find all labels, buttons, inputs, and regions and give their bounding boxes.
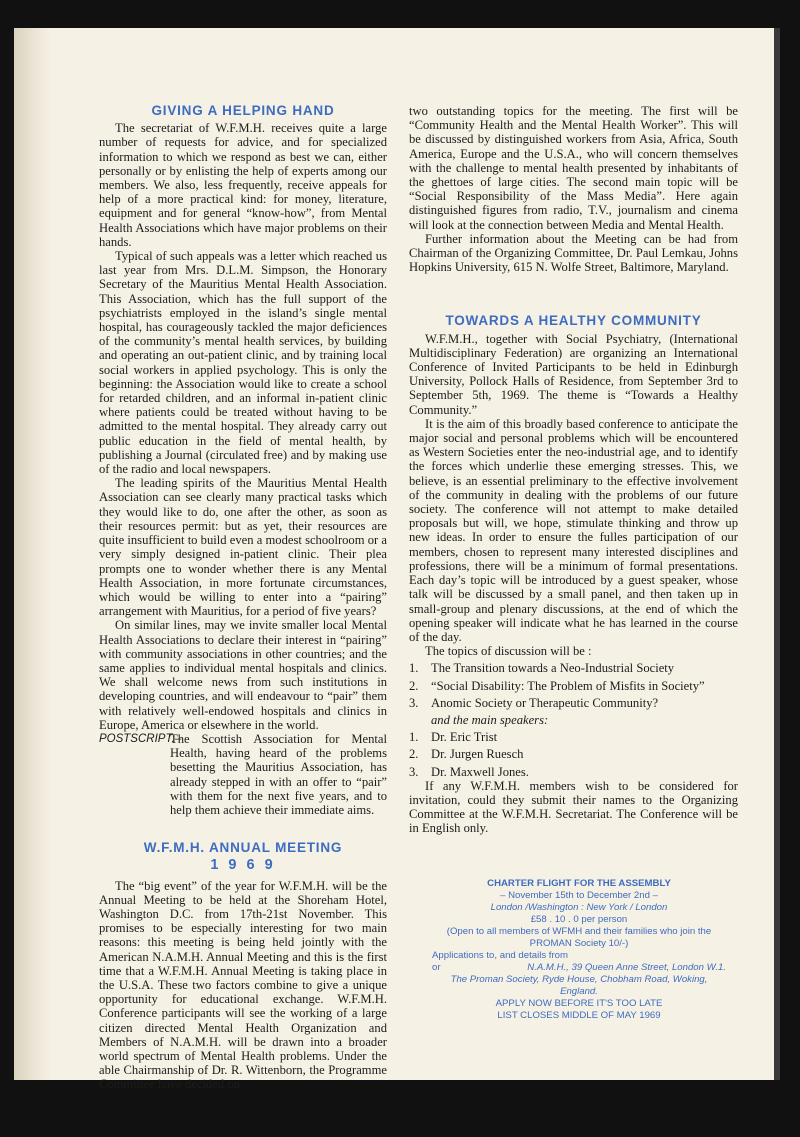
topics-list <box>409 661 738 710</box>
list-item: 3. Dr. Maxwell Jones. <box>409 764 529 779</box>
charter-deadline: LIST CLOSES MIDDLE OF MAY 1969 <box>497 1010 661 1021</box>
list-item: 2. Dr. Jurgen Ruesch <box>409 747 524 762</box>
list-item: 1. Dr. Eric Trist <box>409 730 498 745</box>
paragraph: The secretariat of W.F.M.H. receives quite a large number of requests for advice, and for specialized information to which we respond as best we can, either personally or by enlisting the help of experts among our members. We also, less frequently, receive appeals for help of a more practical kind: for money, literature, equipment and for general “know-how”, from Mental Health Associations which have major problems on their hands. <box>99 121 387 249</box>
charter-eligibility: (Open to all members of WFMH and their families who join the PROMAN Society 10/-) <box>446 926 712 949</box>
charter-address-namh: N.A.M.H., 39 Queen Anne Street, London W.1. <box>527 962 726 973</box>
heading-giving-a-helping-hand: GIVING A HELPING HAND <box>151 103 335 118</box>
charter-price: £58 . 10 . 0 per person <box>530 914 628 925</box>
speakers-label: and the main speakers: <box>431 712 549 727</box>
heading-annual-meeting: W.F.M.H. ANNUAL MEETING <box>143 840 343 856</box>
charter-or: or <box>432 962 441 973</box>
paragraph: two outstanding topics for the meeting. The first will be “Community Health and the Mental Health Worker”. This will be discussed by distinguished workers from Asia, Africa, South America, Europe and the U.S.A., who will concern themselves with the challenge to mental health presented by inhabitants of the ghettoes of large cities. The second main topic will be “Social Responsibility of the Mass Media”. Here again distinguished figures from radio, T.V., journalism and cinema will look at the connection between Media and Mental Health. <box>409 104 738 232</box>
right-column <box>409 104 738 836</box>
postscript-label: POSTSCRIPT:– <box>99 732 182 745</box>
paragraph: If any W.F.M.H. members wish to be considered for invitation, could they submit their names to the Organizing Committee at the W.F.M.H. Secretariat. The Conference will be in English only. <box>409 778 738 836</box>
charter-flight-notice <box>432 878 726 1022</box>
paragraph: W.F.M.H., together with Social Psychiatry, (International Multidisciplinary Federation) are organizing an International Conference of Invited Participants to be held in Edinburgh University, Pollock Halls of Residence, from September 3rd to September 5th, 1969. The theme is “Towards a Healthy Community.” <box>409 331 738 417</box>
charter-address-row <box>432 962 726 974</box>
postscript-text: The Scottish Association for Mental Health, having heard of the problems besetting the Mauritius Association, has already stepped in with an offer to “pair” with them for the next five years, and to help them achieve their immediate aims. <box>170 731 387 817</box>
page-edge <box>774 28 780 1080</box>
paragraph: The “big event” of the year for W.F.M.H. will be the Annual Meeting to be held at the Shoreham Hotel, Washington D.C. from 17th-21st November. This promises to be especially interesting for two main reasons: this meeting is being held jointly with the American N.A.M.H. Annual Meeting and this is the first time that a W.F.M.H. Annual Meeting is taking place in the U.S.A. These two factors combine to give a unique opportunity for educational exchange. W.F.M.H. Conference participants will see the working of a large citizen directed Mental Health Organization and Members of N.A.M.H. will be drawn into a broader world spectrum of Mental Health problems. Under the able Chairmanship of Dr. R. Wittenborn, the Programme Committee have decided on <box>99 878 387 1092</box>
charter-route: London /Washington : New York / London <box>490 902 668 913</box>
charter-address-proman: The Proman Society, Ryde House, Chobham Road, Woking, England. <box>450 974 708 997</box>
paragraph: Typical of such appeals was a letter which reached us last year from Mrs. D.L.M. Simpson, the Honorary Secretary of the Mauritius Mental Health Association. This Association, which has the full support of the psychiatrists employed in the island’s single mental hospital, has courageously tackled the major deficiences of the community’s mental health services, by building and operating an out-patient clinic, and by training local social workers in applied psychology. This is only the beginning: the Association would like to create a school for retarded children, and an informal in-patient clinic where patients could be treated without having to be admitted to the mental hospital. They already carry out public education in the field of mental health, by publishing a Journal (circulated free) and by making use of the radio and local newspapers. <box>99 249 387 477</box>
paragraph: Further information about the Meeting can be had from Chairman of the Organizing Committee, Dr. Paul Lemkau, Johns Hopkins University, 615 N. Wolfe Street, Baltimore, Maryland. <box>409 231 738 275</box>
list-item: 2. “Social Disability: The Problem of Misfits in Society” <box>409 678 705 693</box>
page-fold-shadow <box>14 28 52 1080</box>
speakers-list <box>409 730 738 779</box>
left-column <box>99 104 387 1092</box>
paragraph: The topics of discussion will be : <box>425 644 592 659</box>
list-item: 3. Anomic Society or Therapeutic Community? <box>409 695 659 710</box>
paragraph: The leading spirits of the Mauritius Mental Health Association can see clearly many practical tasks which they would like to do, one after the other, as soon as their resources permit: but as yet, their resources are quite insufficient to build even a modest schoolroom or a very simply designed in-patient clinic. Their plea prompts one to wonder whether there is any Mental Health Association, in more fortunate circumstances, which would be willing to enter into a “pairing” arrangement with Mauritius, for a period of five years? <box>99 476 387 619</box>
charter-dates: – November 15th to December 2nd – <box>500 890 658 901</box>
charter-title: CHARTER FLIGHT FOR THE ASSEMBLY <box>487 878 671 889</box>
charter-apply: Applications to, and details from <box>432 950 568 961</box>
paragraph: On similar lines, may we invite smaller local Mental Health Associations to declare their interest in “pairing” with community associations in other countries; and the same applies to individual mental hospitals and clinics. We shall welcome news from such institutions in developing countries, and will endeavour to “pair” them with relatively well-endowed hospitals and clinics in Europe, America or elsewhere in the world. <box>99 618 387 732</box>
heading-annual-meeting-year: 1 9 6 9 <box>210 857 276 874</box>
charter-cta: APPLY NOW BEFORE IT'S TOO LATE <box>495 998 663 1009</box>
postscript <box>99 732 387 817</box>
heading-towards-a-healthy-community: TOWARDS A HEALTHY COMMUNITY <box>445 313 702 329</box>
list-item: 1. The Transition towards a Neo-Industrial Society <box>409 661 675 676</box>
paragraph: It is the aim of this broadly based conference to anticipate the major social and personal problems which will be encountered as Western Societies enter the neo-industrial age, and to identify the forces which underlie these emerging stresses. This, we believe, is an essential preliminary to the effective involvement of the community in dealing with the problems of our future society. The conference will not attempt to make detailed proposals but will, we hope, stimulate thinking and throw up new ideas. In order to ensure the fulles participation of our members, chosen to represent many interested disciplines and professions, there will be a minimum of formal presentations. Each day’s topic will be introduced by a guest speaker, whose talk will be discussed by a small panel, and then taken up in small-group and plenary discussions, at the end of which the opening speaker will indicate what he has learned in the course of the day. <box>409 416 738 644</box>
